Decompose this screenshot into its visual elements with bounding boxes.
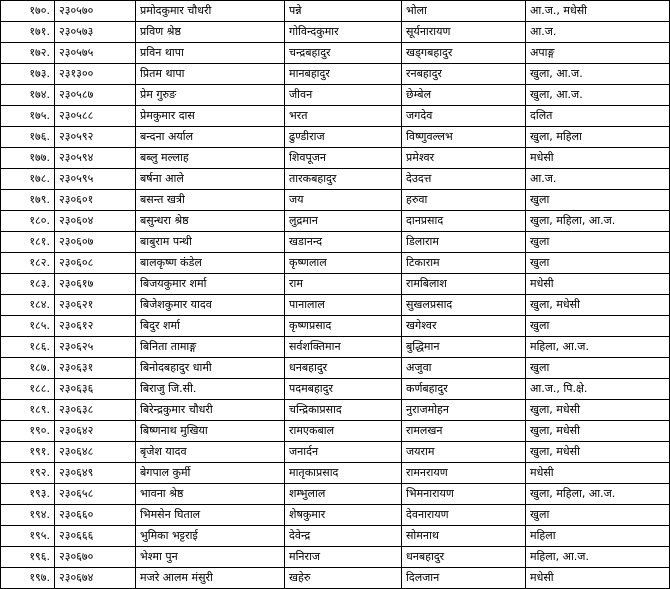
quota-cell: खुला — [526, 505, 670, 526]
serial-number-cell: १८३. — [1, 274, 55, 295]
grandfather-name-cell: सुखलप्रसाद — [402, 295, 526, 316]
roll-number-cell: २३१३०० — [55, 64, 136, 85]
father-name-cell: मानबहादुर — [285, 64, 402, 85]
table-row — [1, 358, 670, 379]
quota-cell: महिला — [526, 526, 670, 547]
grandfather-name-cell: हरुवा — [402, 190, 526, 211]
serial-number-cell: १९५. — [1, 526, 55, 547]
candidate-name-cell: बिनोदबहादुर धामी — [136, 358, 285, 379]
table-row — [1, 526, 670, 547]
table-row — [1, 169, 670, 190]
serial-number-cell: १७०. — [1, 1, 55, 22]
serial-number-cell: १७७. — [1, 148, 55, 169]
roll-number-cell: २३०६१७ — [55, 274, 136, 295]
candidate-name-cell: बिरेन्द्रकुमार चौधरी — [136, 400, 285, 421]
quota-cell: खुला — [526, 232, 670, 253]
grandfather-name-cell: दानप्रसाद — [402, 211, 526, 232]
serial-number-cell: १८७. — [1, 358, 55, 379]
candidate-name-cell: प्रेम गुरुङ — [136, 85, 285, 106]
serial-number-cell: १९२. — [1, 463, 55, 484]
father-name-cell: सर्वशक्तिमान — [285, 337, 402, 358]
quota-cell: आ.ज. — [526, 169, 670, 190]
table-row — [1, 148, 670, 169]
serial-number-cell: १९०. — [1, 421, 55, 442]
quota-cell: मधेसी — [526, 274, 670, 295]
father-name-cell: कृष्णप्रसाद — [285, 316, 402, 337]
grandfather-name-cell: भिमनारायण — [402, 484, 526, 505]
table-row — [1, 547, 670, 568]
serial-number-cell: १८९. — [1, 400, 55, 421]
table-row — [1, 337, 670, 358]
grandfather-name-cell: देउदत्त — [402, 169, 526, 190]
table-row — [1, 442, 670, 463]
table-row — [1, 1, 670, 22]
roll-number-cell: २३०५९४ — [55, 148, 136, 169]
table-row — [1, 295, 670, 316]
quota-cell: खुला — [526, 253, 670, 274]
father-name-cell: खहेरु — [285, 568, 402, 589]
quota-cell: मधेसी — [526, 568, 670, 589]
candidate-name-cell: बिजेशकुमार यादव — [136, 295, 285, 316]
candidate-name-cell: बालकृष्ण कंडेल — [136, 253, 285, 274]
grandfather-name-cell: रामबिलाश — [402, 274, 526, 295]
serial-number-cell: १७६. — [1, 127, 55, 148]
candidate-name-cell: बर्षना आले — [136, 169, 285, 190]
father-name-cell: तारकबहादुर — [285, 169, 402, 190]
quota-cell: खुला, महिला, आ.ज. — [526, 211, 670, 232]
grandfather-name-cell: दिलजान — [402, 568, 526, 589]
father-name-cell: गोविन्दकुमार — [285, 22, 402, 43]
candidate-table-body — [1, 1, 670, 589]
roll-number-cell: २३०६७४ — [55, 568, 136, 589]
candidate-name-cell: बसुन्धरा श्रेष्ठ — [136, 211, 285, 232]
roll-number-cell: २३०६६६ — [55, 526, 136, 547]
quota-cell: खुला, महिला — [526, 127, 670, 148]
serial-number-cell: १८१. — [1, 232, 55, 253]
roll-number-cell: २३०६२५ — [55, 337, 136, 358]
candidate-name-cell: बेगपाल कुर्मी — [136, 463, 285, 484]
grandfather-name-cell: देवनारायण — [402, 505, 526, 526]
serial-number-cell: १७१. — [1, 22, 55, 43]
candidate-name-cell: भुमिका भट्टराई — [136, 526, 285, 547]
father-name-cell: जय — [285, 190, 402, 211]
father-name-cell: जनार्दन — [285, 442, 402, 463]
candidate-name-cell: बसन्त खत्री — [136, 190, 285, 211]
roll-number-cell: २३०६३६ — [55, 379, 136, 400]
roll-number-cell: २३०५९२ — [55, 127, 136, 148]
father-name-cell: चन्द्रबहादुर — [285, 43, 402, 64]
father-name-cell: पदमबहादुर — [285, 379, 402, 400]
serial-number-cell: १७३. — [1, 64, 55, 85]
candidate-name-cell: बब्लु मल्लाह — [136, 148, 285, 169]
roll-number-cell: २३०६३८ — [55, 400, 136, 421]
quota-cell: महिला, आ.ज. — [526, 547, 670, 568]
quota-cell: मधेसी — [526, 463, 670, 484]
table-row — [1, 43, 670, 64]
roll-number-cell: २३०६०१ — [55, 190, 136, 211]
father-name-cell: खडानन्द — [285, 232, 402, 253]
quota-cell: खुला, मधेसी — [526, 400, 670, 421]
serial-number-cell: १७२. — [1, 43, 55, 64]
quota-cell: खुला, मधेसी — [526, 421, 670, 442]
roll-number-cell: २३०५९५ — [55, 169, 136, 190]
quota-cell: खुला, महिला, आ.ज. — [526, 484, 670, 505]
serial-number-cell: १९३. — [1, 484, 55, 505]
quota-cell: खुला, मधेसी — [526, 295, 670, 316]
serial-number-cell: १८८. — [1, 379, 55, 400]
roll-number-cell: २३०६०४ — [55, 211, 136, 232]
father-name-cell: चन्द्रिकाप्रसाद — [285, 400, 402, 421]
grandfather-name-cell: अजुवा — [402, 358, 526, 379]
candidate-name-cell: बिराजु जि.सी. — [136, 379, 285, 400]
candidate-name-cell: मजरे आलम मंसुरी — [136, 568, 285, 589]
table-row — [1, 85, 670, 106]
table-row — [1, 505, 670, 526]
candidate-name-cell: बिदुर शर्मा — [136, 316, 285, 337]
grandfather-name-cell: खगेश्वर — [402, 316, 526, 337]
grandfather-name-cell: रामनरायण — [402, 463, 526, 484]
quota-cell: खुला — [526, 190, 670, 211]
candidate-name-cell: प्रितम थापा — [136, 64, 285, 85]
serial-number-cell: १७८. — [1, 169, 55, 190]
roll-number-cell: २३०६२१ — [55, 295, 136, 316]
roll-number-cell: २३०६०७ — [55, 232, 136, 253]
roll-number-cell: २३०६६० — [55, 505, 136, 526]
father-name-cell: कृष्णलाल — [285, 253, 402, 274]
father-name-cell: शिवपूजन — [285, 148, 402, 169]
roll-number-cell: २३०६०८ — [55, 253, 136, 274]
father-name-cell: शम्भुलाल — [285, 484, 402, 505]
serial-number-cell: १७४. — [1, 85, 55, 106]
table-row — [1, 484, 670, 505]
father-name-cell: ढुण्डीराज — [285, 127, 402, 148]
quota-cell: आ.ज. — [526, 22, 670, 43]
grandfather-name-cell: डिलाराम — [402, 232, 526, 253]
serial-number-cell: १९१. — [1, 442, 55, 463]
grandfather-name-cell: खड्गबहादुर — [402, 43, 526, 64]
quota-cell: दलित — [526, 106, 670, 127]
roll-number-cell: २३०५७० — [55, 1, 136, 22]
serial-number-cell: १९७. — [1, 568, 55, 589]
grandfather-name-cell: बुद्धिमान — [402, 337, 526, 358]
table-row — [1, 253, 670, 274]
table-row — [1, 127, 670, 148]
serial-number-cell: १८०. — [1, 211, 55, 232]
father-name-cell: रामएकबाल — [285, 421, 402, 442]
father-name-cell: लुद्रमान — [285, 211, 402, 232]
roll-number-cell: २३०५७३ — [55, 22, 136, 43]
grandfather-name-cell: रनबहादुर — [402, 64, 526, 85]
roll-number-cell: २३०५७५ — [55, 43, 136, 64]
grandfather-name-cell: कर्णबहादुर — [402, 379, 526, 400]
roll-number-cell: २३०५८७ — [55, 85, 136, 106]
table-row — [1, 106, 670, 127]
candidate-name-cell: बृजेश यादव — [136, 442, 285, 463]
candidate-name-cell: प्रेमकुमार दास — [136, 106, 285, 127]
candidate-name-cell: भेश्मा पुन — [136, 547, 285, 568]
roll-number-cell: २३०५८८ — [55, 106, 136, 127]
serial-number-cell: १७५. — [1, 106, 55, 127]
father-name-cell: राम — [285, 274, 402, 295]
quota-cell: मधेसी — [526, 148, 670, 169]
grandfather-name-cell: छेम्बेल — [402, 85, 526, 106]
father-name-cell: मनिराज — [285, 547, 402, 568]
grandfather-name-cell: सोमनाथ — [402, 526, 526, 547]
grandfather-name-cell: विष्णुवल्लभ — [402, 127, 526, 148]
candidate-name-cell: बन्दना अर्याल — [136, 127, 285, 148]
serial-number-cell: १७९. — [1, 190, 55, 211]
quota-cell: आ.ज., पि.क्षे. — [526, 379, 670, 400]
table-row — [1, 463, 670, 484]
roll-number-cell: २३०६३१ — [55, 358, 136, 379]
table-row — [1, 211, 670, 232]
quota-cell: खुला, मधेसी — [526, 442, 670, 463]
table-row — [1, 421, 670, 442]
serial-number-cell: १८६. — [1, 337, 55, 358]
candidate-name-cell: बिनिता तामाङ्ग — [136, 337, 285, 358]
grandfather-name-cell: रामलखन — [402, 421, 526, 442]
candidate-name-cell: प्रमोदकुमार चौधरी — [136, 1, 285, 22]
father-name-cell: पानालाल — [285, 295, 402, 316]
candidate-name-cell: भिमसेन घिताल — [136, 505, 285, 526]
serial-number-cell: १९४. — [1, 505, 55, 526]
candidate-name-cell: बाबुराम पन्थी — [136, 232, 285, 253]
quota-cell: खुला, आ.ज. — [526, 85, 670, 106]
roll-number-cell: २३०६१२ — [55, 316, 136, 337]
grandfather-name-cell: धनबहादुर — [402, 547, 526, 568]
candidate-name-cell: बिष्णनाथ मुखिया — [136, 421, 285, 442]
grandfather-name-cell: भोला — [402, 1, 526, 22]
table-row — [1, 379, 670, 400]
grandfather-name-cell: सूर्यनारायण — [402, 22, 526, 43]
serial-number-cell: १८२. — [1, 253, 55, 274]
quota-cell: खुला, आ.ज. — [526, 64, 670, 85]
quota-cell: खुला — [526, 358, 670, 379]
father-name-cell: पन्ने — [285, 1, 402, 22]
table-row — [1, 232, 670, 253]
grandfather-name-cell: जयराम — [402, 442, 526, 463]
roll-number-cell: २३०६४८ — [55, 442, 136, 463]
quota-cell: अपाङ्ग — [526, 43, 670, 64]
father-name-cell: जीवन — [285, 85, 402, 106]
roll-number-cell: २३०६४९ — [55, 463, 136, 484]
father-name-cell: देवेन्द्र — [285, 526, 402, 547]
table-row — [1, 568, 670, 589]
grandfather-name-cell: टिकाराम — [402, 253, 526, 274]
quota-cell: आ.ज., मधेसी — [526, 1, 670, 22]
father-name-cell: धनबहादुर — [285, 358, 402, 379]
father-name-cell: मातृकाप्रसाद — [285, 463, 402, 484]
table-row — [1, 190, 670, 211]
table-row — [1, 400, 670, 421]
quota-cell: खुला — [526, 316, 670, 337]
table-row — [1, 22, 670, 43]
grandfather-name-cell: प्रमेश्वर — [402, 148, 526, 169]
table-row — [1, 64, 670, 85]
father-name-cell: भरत — [285, 106, 402, 127]
candidate-name-cell: प्रविन थापा — [136, 43, 285, 64]
candidate-name-cell: भावना श्रेष्ठ — [136, 484, 285, 505]
father-name-cell: शेषकुमार — [285, 505, 402, 526]
serial-number-cell: १८४. — [1, 295, 55, 316]
table-row — [1, 274, 670, 295]
candidate-name-cell: प्रविण श्रेष्ठ — [136, 22, 285, 43]
grandfather-name-cell: जगदेव — [402, 106, 526, 127]
roll-number-cell: २३०६४२ — [55, 421, 136, 442]
candidate-name-cell: बिजयकुमार शर्मा — [136, 274, 285, 295]
roll-number-cell: २३०६५८ — [55, 484, 136, 505]
roll-number-cell: २३०६७० — [55, 547, 136, 568]
quota-cell: महिला, आ.ज. — [526, 337, 670, 358]
grandfather-name-cell: नुराजमोहन — [402, 400, 526, 421]
table-row — [1, 316, 670, 337]
serial-number-cell: १८५. — [1, 316, 55, 337]
serial-number-cell: १९६. — [1, 547, 55, 568]
